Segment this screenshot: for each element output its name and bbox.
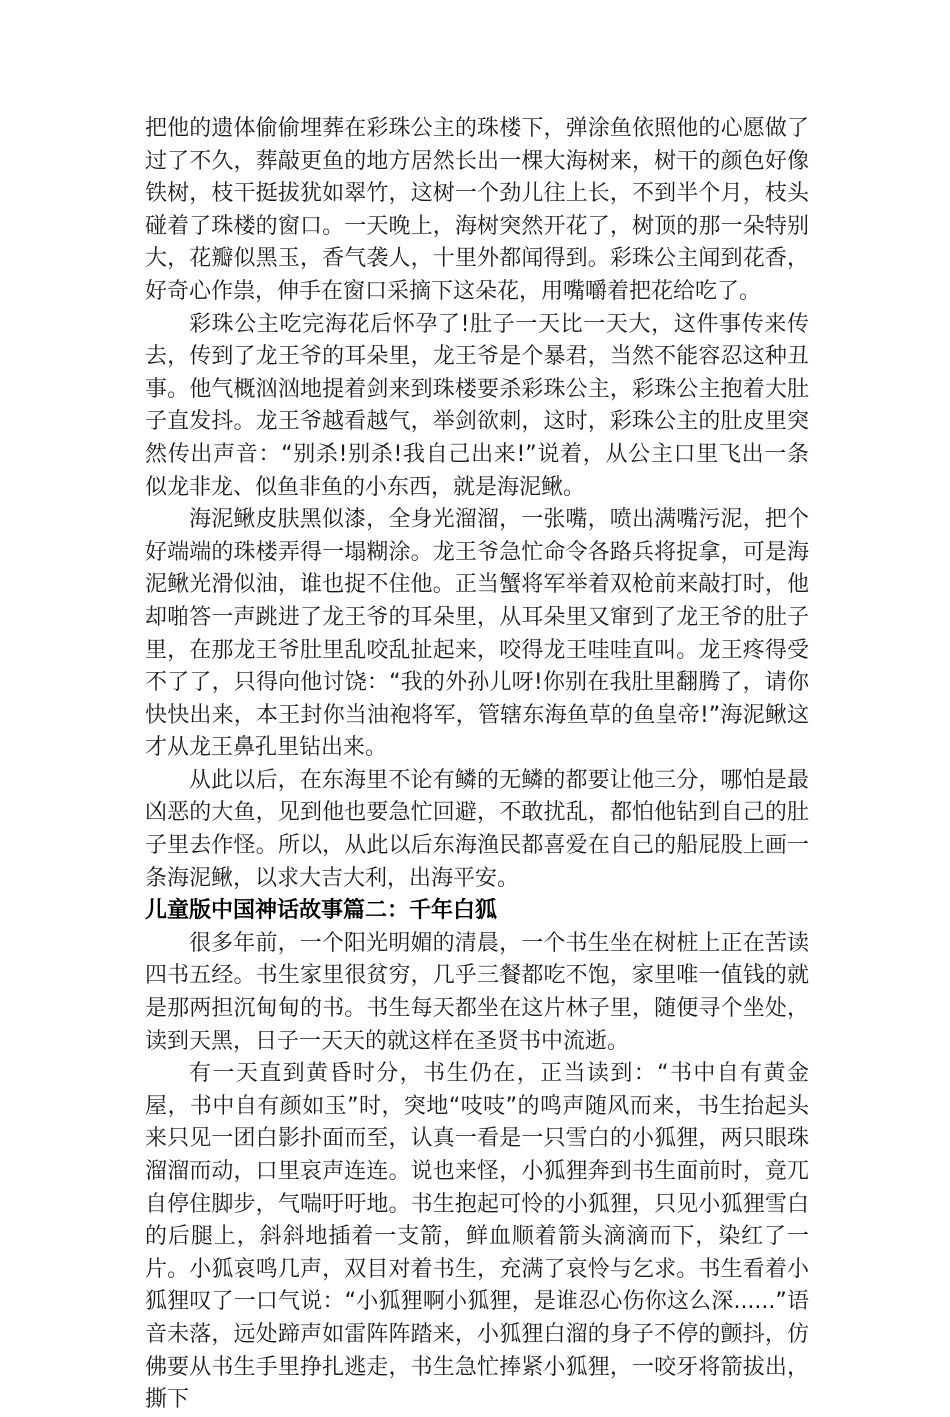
paragraph: 有一天直到黄昏时分，书生仍在，正当读到：“书中自有黄金屋，书中自有颜如玉”时，突地“吱吱”的鸣声随风而来，书生抬起头来只见一团白影扑面而至，认真一看是一只雪白的小狐狸，两只眼珠溜溜而动，口里哀声连连。说也来怪，小狐狸奔到书生面前时，竟兀自停住脚步，气喘吁吁地。书生抱起可怜的小狐狸，只见小狐狸雪白的后腿上，斜斜地插着一支箭，鲜血顺着箭头滴滴而下，染红了一片。小狐哀鸣几声，双目对着书生，充满了哀怜与乞求。书生看着小狐狸叹了一口气说：“小狐狸啊小狐狸，是谁忍心伤你这么深......”语音未落，远处蹄声如雷阵阵踏来，小狐狸白溜的身子不停的颤抖，仿佛要从书生手里挣扎逃走，书生急忙捧紧小狐狸，一咬牙将箭拔出，撕下 [145, 1061, 809, 1413]
document-body [145, 113, 809, 1417]
section-heading: 儿童版中国神话故事篇二：千年白狐 [145, 898, 498, 924]
paragraph: 很多年前，一个阳光明媚的清晨，一个书生坐在树桩上正在苦读四书五经。书生家里很贫穷，几乎三餐都吃不饱，家里唯一值钱的就是那两担沉甸甸的书。书生每天都坐在这片林子里，随便寻个坐处，读到天黑，日子一天天的就这样在圣贤书中流逝。 [145, 930, 809, 1054]
paragraph: 从此以后，在东海里不论有鳞的无鳞的都要让他三分，哪怕是最凶恶的大鱼，见到他也要急忙回避，不敢扰乱，都怕他钻到自己的肚子里去作怪。所以，从此以后东海渔民都喜爱在自己的船屁股上画一条海泥鳅，以求大吉大利，出海平安。 [145, 767, 809, 891]
paragraph: 海泥鳅皮肤黑似漆，全身光溜溜，一张嘴，喷出满嘴污泥，把个好端端的珠楼弄得一塌糊涂。龙王爷急忙命令各路兵将捉拿，可是海泥鳅光滑似油，谁也捉不住他。正当蟹将军举着双枪前来敲打时，他却啪答一声跳进了龙王爷的耳朵里，从耳朵里又窜到了龙王爷的肚子里，在那龙王爷肚里乱咬乱扯起来，咬得龙王哇哇直叫。龙王疼得受不了了，只得向他讨饶：“我的外孙儿呀!你别在我肚里翻腾了，请你快快出来，本王封你当油袍将军，管辖东海鱼草的鱼皇帝!”海泥鳅这才从龙王鼻孔里钻出来。 [145, 507, 809, 761]
paragraph: 把他的遗体偷偷埋葬在彩珠公主的珠楼下，弹涂鱼依照他的心愿做了过了不久，葬敲更鱼的地方居然长出一棵大海树来，树干的颜色好像铁树，枝干挺拔犹如翠竹，这树一个劲儿往上长，不到半个月，枝头碰着了珠楼的窗口。一天晚上，海树突然开花了，树顶的那一朵特别大，花瓣似黑玉，香气袭人，十里外都闻得到。彩珠公主闻到花香，好奇心作祟，伸手在窗口采摘下这朵花，用嘴嚼着把花给吃了。 [145, 116, 809, 304]
paragraph: 彩珠公主吃完海花后怀孕了!肚子一天比一天大，这件事传来传去，传到了龙王爷的耳朵里，龙王爷是个暴君，当然不能容忍这种丑事。他气概汹汹地提着剑来到珠楼要杀彩珠公主，彩珠公主抱着大肚子直发抖。龙王爷越看越气，举剑欲刺，这时，彩珠公主的肚皮里突然传出声音：“别杀!别杀!我自己出来!”说着，从公主口里飞出一条似龙非龙、似鱼非鱼的小东西，就是海泥鳅。 [145, 311, 809, 500]
